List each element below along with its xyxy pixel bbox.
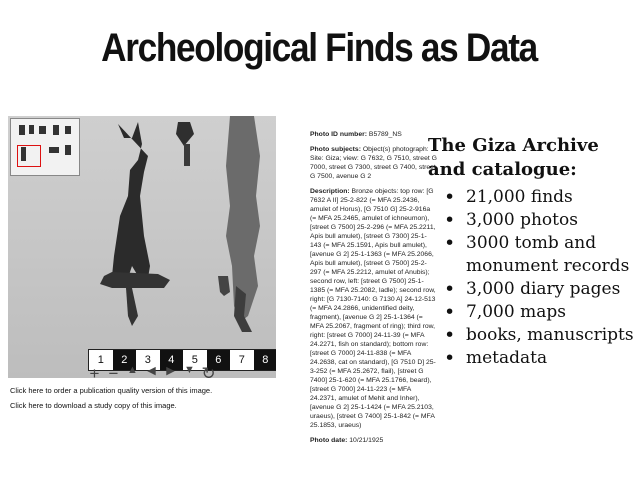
ruler-number: 8 [254,350,277,370]
archive-stats-list [428,186,638,370]
artifact-photo[interactable] [8,116,276,378]
list-item: • books, manuscripts [428,324,638,347]
photo-date-value: 10/21/1925 [349,437,384,444]
ruler-number: 4 [160,350,184,370]
archive-heading-line1: The Giza Archive [428,135,599,156]
giza-archive-summary [428,134,638,370]
photo-subjects-value: Object(s) photograph: Site: Giza; view: G 7632, G 7510, street G 7000, street G 7300, street G 7400, street G 7500, avenue G 2 [310,146,437,180]
archive-heading-line2: and catalogue: [428,159,577,180]
pan-down-icon[interactable]: ▼ [184,364,195,376]
ruler-number: 1 [89,350,113,370]
ruler-number: 7 [230,350,254,370]
list-item: • metadata [428,347,638,370]
list-item: • 3,000 diary pages [428,278,638,301]
thumbnail-selection-box[interactable] [17,145,41,167]
slide-title: Archeological Finds as Data [101,26,537,70]
zoom-in-icon[interactable]: + [89,364,100,383]
pan-left-icon[interactable]: ◀ [147,365,156,377]
archive-screenshot [8,116,437,476]
photo-date-label: Photo date: [310,437,348,444]
photo-id-label: Photo ID number: [310,131,368,138]
image-navigation-controls [86,364,217,384]
list-item: • 21,000 finds [428,186,638,209]
photo-subjects-label: Photo subjects: [310,146,361,153]
ruler-number: 6 [207,350,231,370]
ruler-number: 5 [183,350,207,370]
order-publication-link[interactable]: Click here to order a publication quality version of this image. [10,386,213,395]
description-label: Description: [310,188,350,195]
list-item: • 3,000 photos [428,209,638,232]
download-study-copy-link[interactable]: Click here to download a study copy of this image. [10,401,177,410]
pan-right-icon[interactable]: ▶ [166,365,175,377]
list-item: • 7,000 maps [428,301,638,324]
overview-thumbnail[interactable] [10,118,80,176]
photo-id-value: B5789_NS [368,131,402,138]
list-item: • 3000 tomb and monument records [428,232,638,278]
photo-metadata [310,130,438,451]
description-value: Bronze objects: top row: [G 7632 A II] 25-2-822 (= MFA 25.2436, amulet of Horus), [G 7510 G] 25-2-916a (= MFA 25.2465, amulet of ichneumon), [street G 7500] 25-2-296 (= MFA 25.2211, Apis bull amulet), [street G 7300] 25-1-143 (= MFA 25.1591, Apis bull amulet), [avenue G 2] 25-1-1363 (= MFA 25.2066, Apis bull amulet), [street G 7500] 25-2-297 (= MFA 25.2212, amulet of Anubis); second row, left: [street G 7500] 25-1-1385 (= MFA 25.2082, ladle); second row, right: [G 7130-7140: G 7130 A] 24-12-513 (= MFA 24.2866, unidentified deity, fragment), [avenue G 2] 25-1-1364 (= MFA 25.2067, fragment of ring); third row, right: [street G 7000] 24-11-39 (= MFA 24.2271, fish on standard); bottom row: [street G 7000] 24-11-838 (= MFA 24.2638, cat on standard), [G 7510 D] 25-3-252 (= MFA 25.2672, flail), [street G 7400] 25-1-620 (= MFA 25.1766, beard), [street G 7000] 24-11-223 (= MFA 24.2371, amulet of Mehit and Inher), [avenue G 2] 25-1-1424 (= MFA 25.2103, uraeus), [street G 7400] 25-1-842 (= MFA 25.1853, uraeus) [310,188,436,429]
ruler-number: 3 [136,350,160,370]
reset-view-icon[interactable]: ↻ [201,364,216,383]
zoom-out-icon[interactable]: − [108,364,119,383]
pan-up-icon[interactable]: ▲ [127,364,138,376]
ruler-number: 2 [113,350,137,370]
